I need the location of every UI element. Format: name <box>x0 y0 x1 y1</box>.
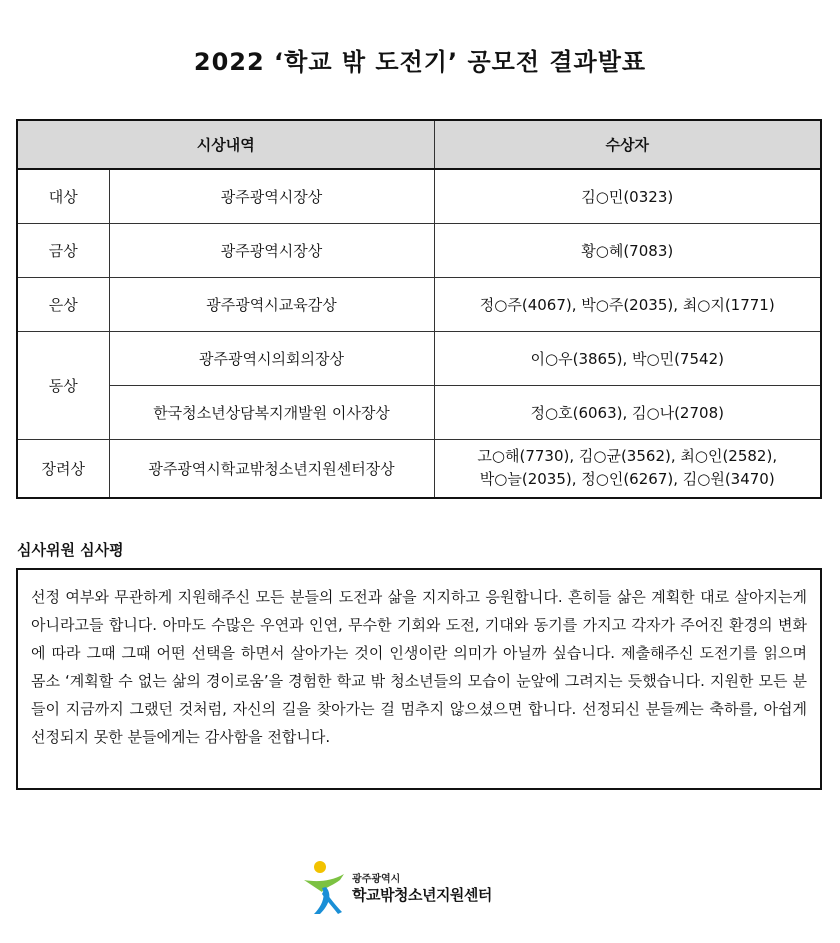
table-row <box>17 169 821 223</box>
winners-line: 박○늘(2035), 정○인(6267), 김○원(3470) <box>479 470 775 489</box>
header-award-category: 시상내역 <box>17 120 434 169</box>
review-heading: 심사위원 심사평 <box>17 541 124 559</box>
review-text: 선정 여부와 무관하게 지원해주신 모든 분들의 도전과 삶을 지지하고 응원합니다. 흔히들 삶은 계획한 대로 살아지는게 아니라고들 합니다. 아마도 수많은 우연과 인연, 무수한 기회와 도전, 기대와 동기를 가지고 각자가 주어진 환경의 변화에 따라 그때 그때 어떤 선택을 하면서 살아가는 것이 인생이란 의미가 아닐까 싶습니다. 제출해주신 도전기를 읽으며 몸소 ‘계획할 수 없는 삶의 경이로움’을 경험한 학교 밖 청소년들의 모습이 눈앞에 그려지는 듯했습니다. 지원한 모든 분들이 지금까지 그랬던 것처럼, 자신의 길을 찾아가는 걸 멈추지 않으셨으면 합니다. 선정되신 분들께는 축하를, 아쉽게 선정되지 못한 분들에게는 감사함을 전합니다. <box>31 588 807 746</box>
awards-table <box>16 119 822 499</box>
award-name: 한국청소년상담복지개발원 이사장상 <box>109 385 434 439</box>
table-row <box>17 439 821 498</box>
award-name: 광주광역시의회의장상 <box>109 331 434 385</box>
award-grade: 대상 <box>17 169 109 223</box>
logo-center-name: 학교밖청소년지원센터 <box>352 886 492 904</box>
award-winners: 김○민(0323) <box>434 169 821 223</box>
table-row <box>17 385 821 439</box>
person-figure-icon <box>300 860 350 916</box>
logo-city-name: 광주광역시 <box>352 874 401 885</box>
award-winners: 황○혜(7083) <box>434 223 821 277</box>
award-name: 광주광역시교육감상 <box>109 277 434 331</box>
award-grade: 금상 <box>17 223 109 277</box>
award-grade: 장려상 <box>17 439 109 498</box>
page-title: 2022 ‘학교 밖 도전기’ 공모전 결과발표 <box>193 48 647 76</box>
table-row <box>17 277 821 331</box>
award-winners <box>434 439 821 498</box>
table-row <box>17 331 821 385</box>
award-name: 광주광역시장상 <box>109 169 434 223</box>
award-grade: 은상 <box>17 277 109 331</box>
award-winners: 이○우(3865), 박○민(7542) <box>434 331 821 385</box>
review-box <box>16 568 822 790</box>
award-grade: 동상 <box>17 331 109 439</box>
winners-line: 고○해(7730), 김○균(3562), 최○인(2582), <box>477 447 778 466</box>
award-winners: 정○주(4067), 박○주(2035), 최○지(1771) <box>434 277 821 331</box>
table-row <box>17 223 821 277</box>
table-header-row <box>17 120 821 169</box>
header-winners: 수상자 <box>434 120 821 169</box>
award-name: 광주광역시학교밖청소년지원센터장상 <box>109 439 434 498</box>
award-winners: 정○호(6063), 김○나(2708) <box>434 385 821 439</box>
center-logo <box>300 860 540 920</box>
award-name: 광주광역시장상 <box>109 223 434 277</box>
